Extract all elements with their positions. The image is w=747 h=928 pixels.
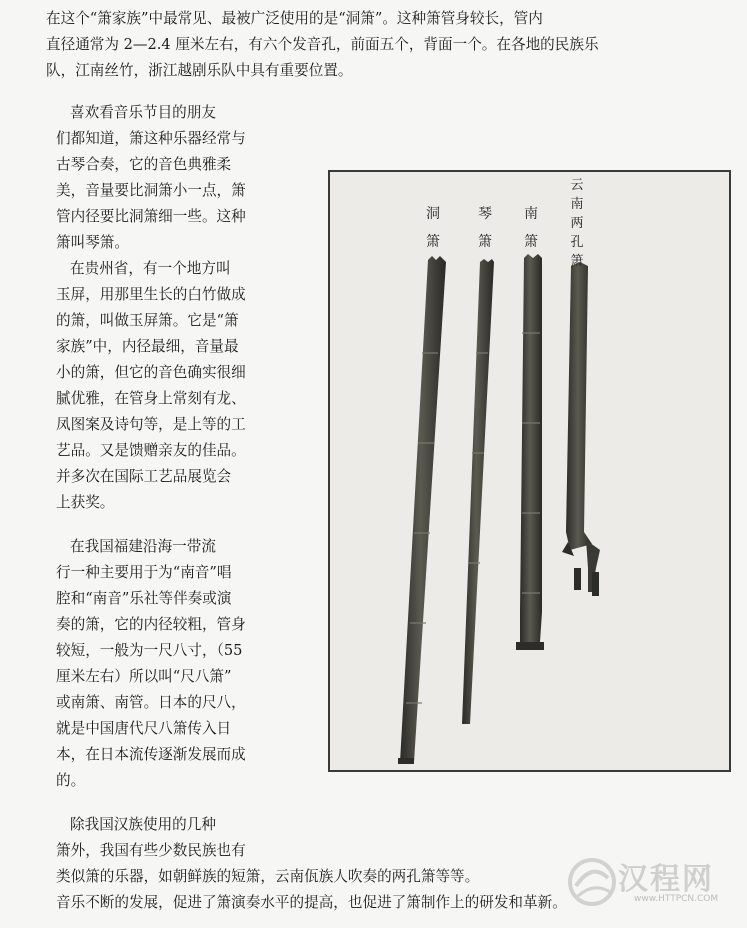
- text-line: 类似箫的乐器，如朝鲜族的短箫，云南佤族人吹奏的两孔箫等等。: [56, 868, 480, 885]
- text-line: 直径通常为 2—2.4 厘米左右，有六个发音孔，前面五个，背面一个。在各地的民族乐: [46, 36, 599, 53]
- text-line: 箫叫琴箫。: [56, 234, 129, 251]
- xiao-photo-figure: [328, 170, 731, 772]
- text-line: 在贵州省，有一个地方叫: [70, 260, 231, 277]
- text-line: 在我国福建沿海一带流: [70, 538, 216, 555]
- text-line: 玉屏，用那里生长的白竹做成: [56, 286, 246, 303]
- text-line: 腔和“南音”乐社等伴奏或演: [56, 590, 232, 607]
- text-line: 喜欢看音乐节目的朋友: [70, 104, 216, 121]
- site-watermark: [560, 846, 747, 916]
- text-line: 在这个“箫家族”中最常见、最被广泛使用的是“洞箫”。这种箫管身较长，管内: [46, 10, 543, 27]
- qinxiao-flute: [462, 259, 494, 724]
- paragraph-qinxiao: [56, 100, 286, 256]
- text-line: 并多次在国际工艺品展览会: [56, 468, 232, 485]
- text-line: 管内径要比洞箫细一些。这种: [56, 208, 246, 225]
- text-line: 行一种主要用于为“南音”唱: [56, 564, 232, 581]
- text-line: 或南箫、南管。日本的尺八，: [56, 694, 246, 711]
- text-line: 们都知道，箫这种乐器经常与: [56, 130, 246, 147]
- text-line: 本，在日本流传逐渐发展而成: [56, 746, 246, 763]
- text-line: 上获奖。: [56, 494, 115, 511]
- watermark-logo-icon: [562, 852, 622, 912]
- watermark-url: www.HTTPCN.COM: [634, 894, 719, 904]
- label-yunnan-liangkongxiao: 云 南 两 孔 箫: [570, 178, 584, 269]
- label-dongxiao: 洞 箫: [426, 206, 440, 250]
- text-line: 奏的箫，它的内径较粗，管身: [56, 616, 246, 633]
- text-line: 腻优雅，在管身上常刻有龙、: [56, 390, 246, 407]
- text-line: 除我国汉族使用的几种: [70, 816, 216, 833]
- paragraph-dongxiao: [46, 6, 726, 84]
- watermark-title: 汉程网: [618, 862, 714, 897]
- xiao-flutes-illustration: [330, 172, 729, 770]
- text-line: 古琴合奏，它的音色典雅柔: [56, 156, 232, 173]
- nanxiao-flute: [516, 254, 544, 650]
- dongxiao-flute: [398, 256, 446, 764]
- text-line: 队，江南丝竹，浙江越剧乐队中具有重要位置。: [46, 62, 353, 79]
- text-line: 美，音量要比洞箫小一点，箫: [56, 182, 246, 199]
- label-qinxiao: 琴 箫: [478, 206, 492, 250]
- text-line: 就是中国唐代尺八箫传入日: [56, 720, 232, 737]
- paragraph-nanxiao: [56, 534, 296, 794]
- text-line: 艺品。又是馈赠亲友的佳品。: [56, 442, 246, 459]
- text-line: 厘米左右）所以叫“尺八箫”: [56, 668, 232, 685]
- paragraph-yupingxiao: [56, 256, 286, 516]
- label-nanxiao: 南 箫: [524, 206, 538, 250]
- text-line: 家族”中，内径最细，音量最: [56, 338, 239, 355]
- text-line: 小的箫，但它的音色确实很细: [56, 364, 246, 381]
- text-line: 箫外，我国有些少数民族也有: [56, 842, 246, 859]
- text-line: 的。: [56, 772, 86, 789]
- text-line: 音乐不断的发展，促进了箫演奏水平的提高，也促进了箫制作上的研发和革新。: [56, 894, 567, 911]
- yunnan-two-hole-flute: [562, 262, 600, 596]
- text-line: 较短，一般为一尺八寸，（55: [56, 642, 243, 659]
- text-line: 凤图案及诗句等，是上等的工: [56, 416, 246, 433]
- text-line: 的箫，叫做玉屏箫。它是“箫: [56, 312, 239, 329]
